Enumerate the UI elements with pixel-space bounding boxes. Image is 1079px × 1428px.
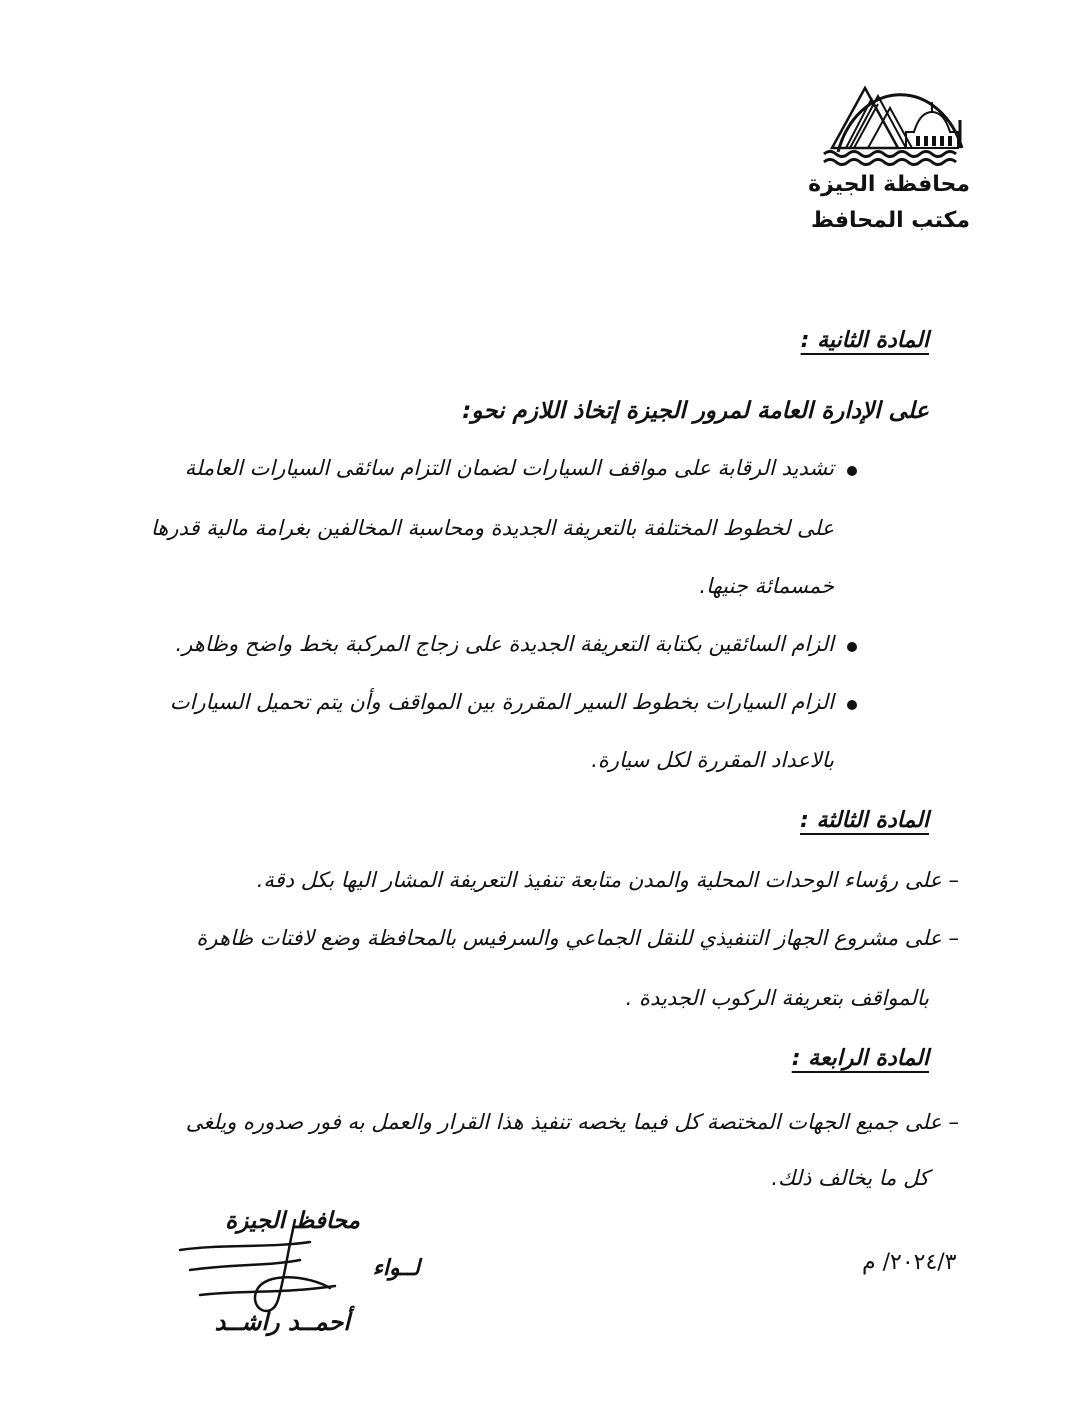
article-4-heading: المادة الرابعة : bbox=[791, 1046, 929, 1071]
governorate-name: محافظة الجيزة bbox=[808, 172, 970, 197]
article-2-heading: المادة الثانية : bbox=[800, 328, 929, 353]
article-3-heading: المادة الثالثة : bbox=[800, 808, 929, 833]
article-2-intro: على الإدارة العامة لمرور الجيزة إتخاذ اللازم نحو: bbox=[462, 398, 929, 424]
office-name: مكتب المحافظ bbox=[811, 208, 970, 233]
dash-marker: – bbox=[941, 1110, 959, 1134]
article-3-item-2 bbox=[196, 926, 959, 950]
document-date: ٢٠٢٤/٣/ م bbox=[862, 1250, 957, 1275]
giza-governorate-logo bbox=[810, 40, 970, 250]
article-3-item-2-line-2: بالمواقف بتعريفة الركوب الجديدة . bbox=[625, 986, 929, 1010]
article-3-item-1-text: على رؤساء الوحدات المحلية والمدن متابعة تنفيذ التعريفة المشار اليها بكل دقة. bbox=[256, 868, 942, 892]
bullet-3-line-2: بالاعداد المقررة لكل سيارة. bbox=[591, 748, 834, 772]
bullet-1-line-3: خمسمائة جنيها. bbox=[699, 574, 834, 598]
signature-rank: لــواء bbox=[372, 1256, 420, 1281]
bullet-3-line-1: الزام السيارات بخطوط السير المقررة بين المواقف وأن يتم تحميل السيارات bbox=[169, 690, 834, 714]
dash-marker: – bbox=[941, 926, 959, 950]
bullet-2-dot bbox=[847, 642, 857, 652]
bullet-3-dot bbox=[847, 700, 857, 710]
article-4-item-1 bbox=[186, 1110, 959, 1134]
signature-block bbox=[160, 1200, 420, 1350]
article-4-item-1-text: على جميع الجهات المختصة كل فيما يخصه تنفيذ هذا القرار والعمل به فور صدوره ويلغى bbox=[185, 1110, 942, 1134]
signature-name: أحمــد راشــد bbox=[214, 1308, 350, 1336]
article-3-item-1 bbox=[257, 868, 959, 892]
bullet-1-line-1: تشديد الرقابة على مواقف السيارات لضمان التزام سائقى السيارات العاملة bbox=[184, 456, 834, 480]
signature-title: محافظ الجيزة bbox=[225, 1208, 360, 1234]
article-4-item-1-line-2: كل ما يخالف ذلك. bbox=[771, 1166, 929, 1190]
bullet-1-line-2: على لخطوط المختلفة بالتعريفة الجديدة ومحاسبة المخالفين بغرامة مالية قدرها bbox=[150, 516, 834, 540]
bullet-1-dot bbox=[847, 466, 857, 476]
bullet-2-line-1: الزام السائقين بكتابة التعريفة الجديدة على زجاج المركبة بخط واضح وظاهر. bbox=[175, 632, 834, 656]
article-3-item-2-text: على مشروع الجهاز التنفيذي للنقل الجماعي والسرفيس بالمحافظة وضع لافتات ظاهرة bbox=[196, 926, 942, 950]
dash-marker: – bbox=[941, 868, 959, 892]
pyramids-dome-emblem-icon bbox=[810, 40, 970, 170]
